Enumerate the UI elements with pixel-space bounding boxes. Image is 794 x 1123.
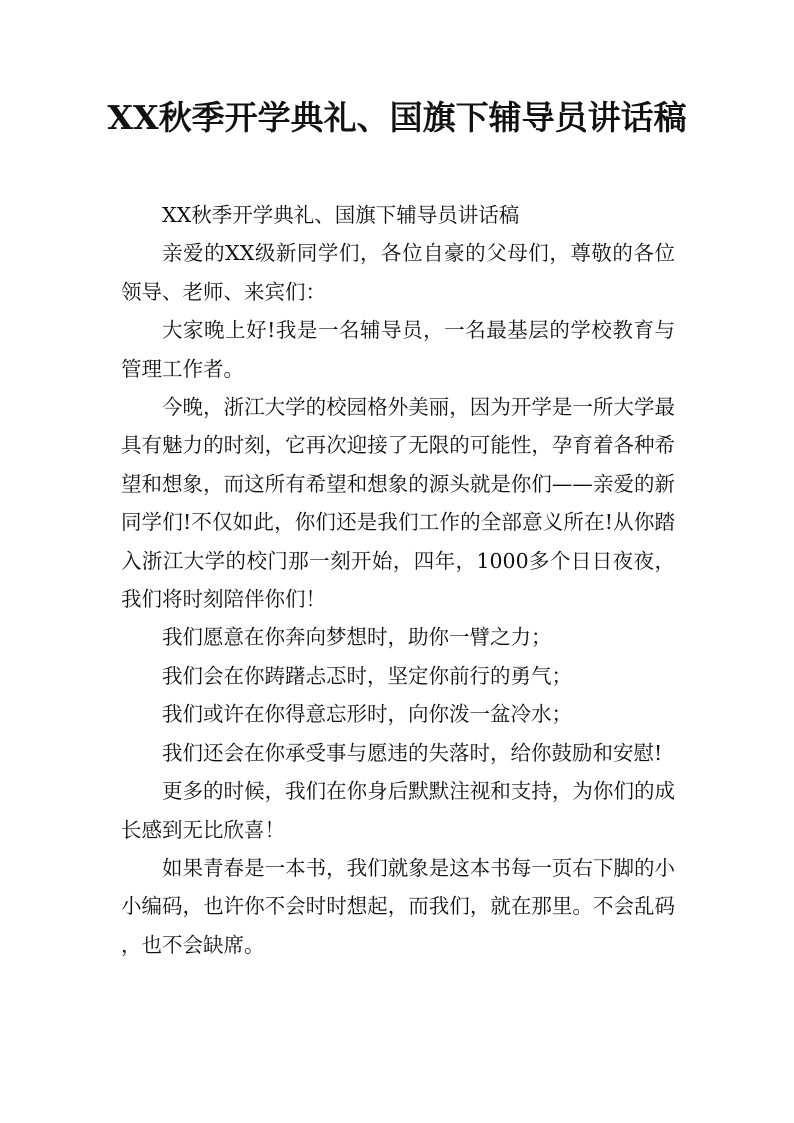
paragraph-dream: 我们愿意在你奔向梦想时，助你一臂之力； [162, 625, 552, 650]
document-title: XX秋季开学典礼、国旗下辅导员讲话稿 [107, 98, 687, 137]
paragraph-comfort: 我们还会在你承受事与愿违的失落时，给你鼓励和安慰! [162, 740, 663, 765]
paragraph-subtitle: XX秋季开学典礼、国旗下辅导员讲话稿 [162, 203, 520, 227]
paragraph-greeting: 大家晚上好!我是一名辅导员，一名最基层的学校教育与管理工作者。 [121, 318, 675, 381]
paragraph-salutation: 亲爱的XX级新同学们，各位自豪的父母们，尊敬的各位领导、老师、来宾们： [121, 241, 675, 304]
paragraph-book: 如果青春是一本书，我们就象是这本书每一页右下脚的小小编码，也许你不会时时想起，而我们，就在那里。不会乱码，也不会缺席。 [121, 855, 675, 957]
paragraph-cold-water: 我们或许在你得意忘形时，向你泼一盆冷水； [162, 702, 572, 727]
paragraph-courage: 我们会在你踌躇忐忑时，坚定你前行的勇气； [162, 663, 572, 688]
paragraph-campus: 今晚，浙江大学的校园格外美丽，因为开学是一所大学最具有魅力的时刻，它再次迎接了无限的可能性，孕育着各种希望和想象，而这所有希望和想象的源头就是你们——亲爱的新同学们!不仅如此，你们还是我们工作的全部意义所在!从你踏入浙江大学的校门那一刻开始，四年，1000多个日日夜夜，我们将时刻陪伴你们！ [121, 395, 675, 612]
paragraph-support: 更多的时候，我们在你身后默默注视和支持，为你们的成长感到无比欣喜！ [121, 779, 675, 842]
document-body [121, 196, 675, 964]
